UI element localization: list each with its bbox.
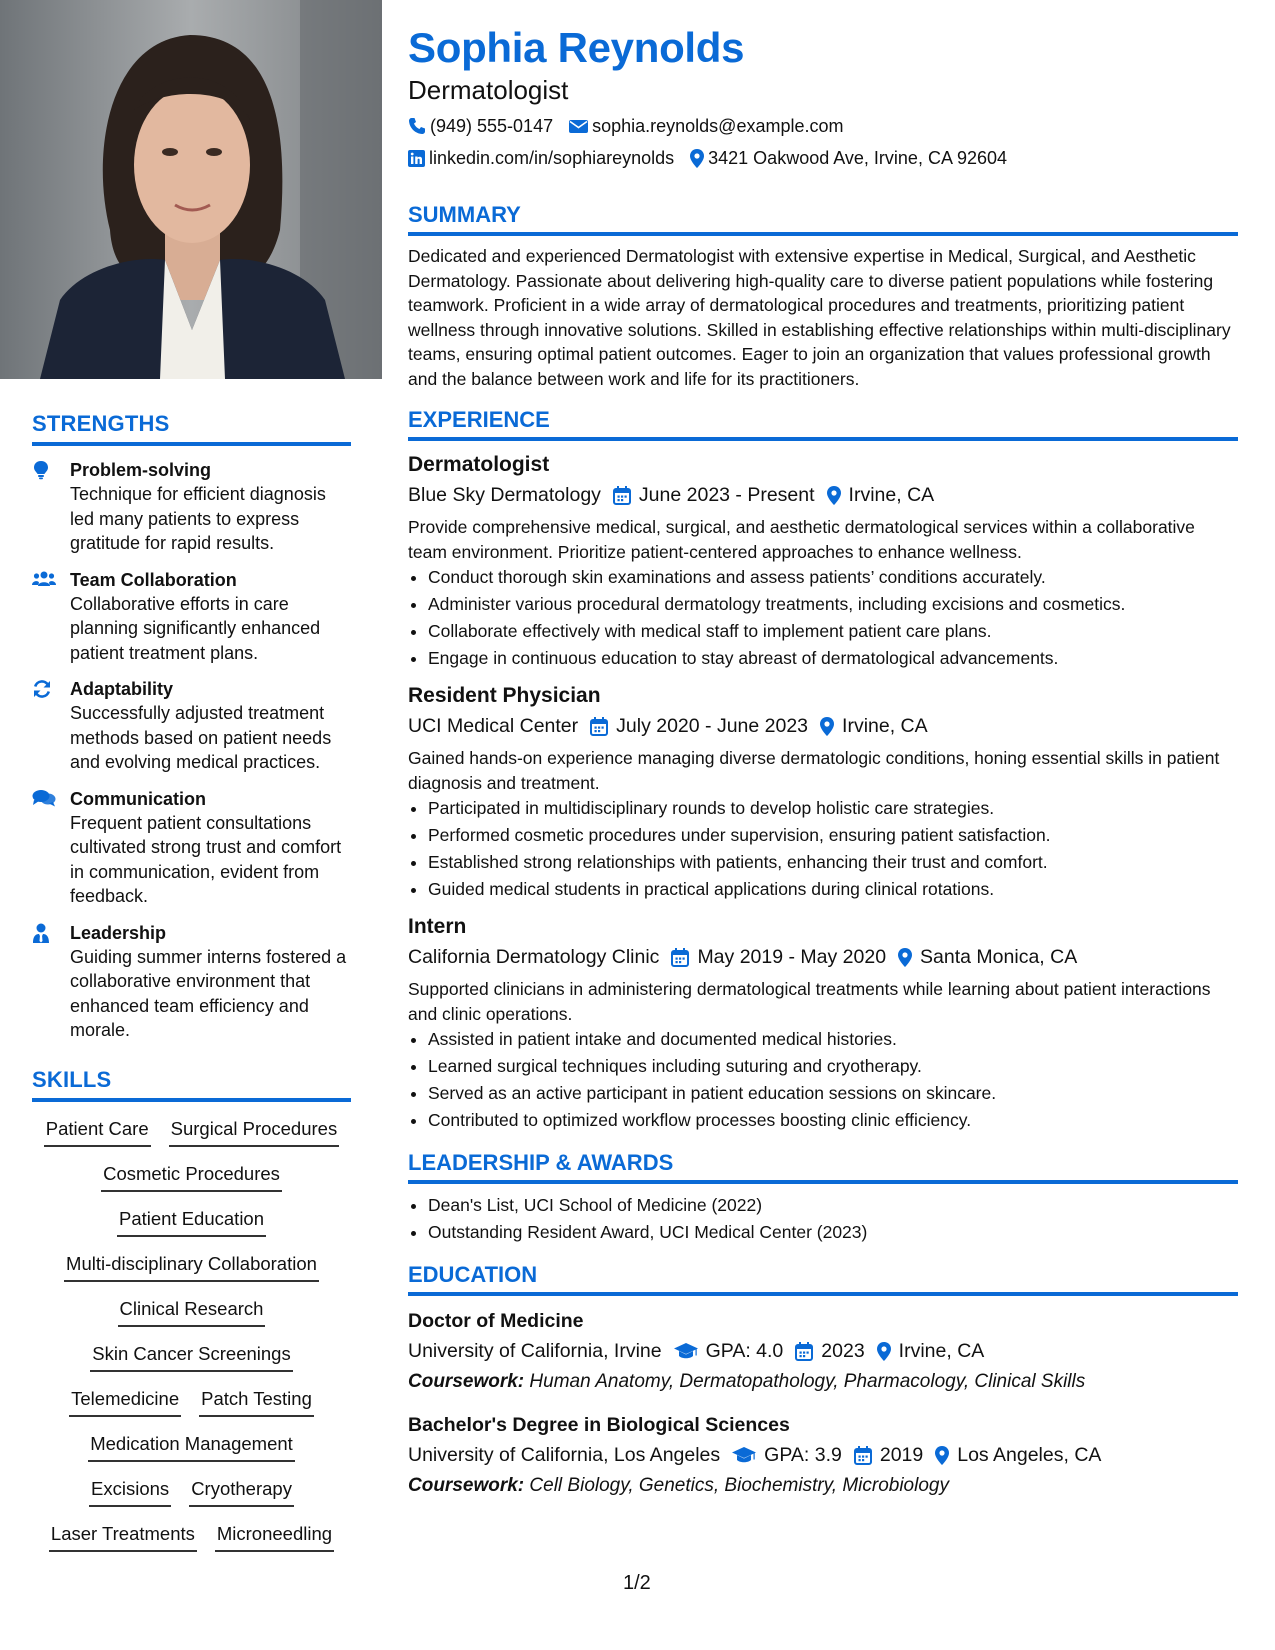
map-pin-icon: [877, 1342, 891, 1361]
address-contact: [690, 146, 1007, 170]
strength-desc: Successfully adjusted treatment methods based on patient needs and evolving medical practices.: [70, 703, 332, 772]
strengths-heading: STRENGTHS: [32, 411, 351, 446]
skill-tag: Cosmetic Procedures: [101, 1162, 282, 1192]
bullet-item: • Contributed to optimized workflow processes boosting clinic efficiency.: [428, 1107, 1238, 1134]
awards-list: [428, 1192, 1238, 1246]
strength-title: Adaptability: [70, 679, 174, 699]
degree-title: Doctor of Medicine: [408, 1310, 584, 1332]
skill-tag: Multi-disciplinary Collaboration: [64, 1252, 319, 1282]
skills-list: [32, 1110, 351, 1560]
strength-title: Leadership: [70, 922, 167, 943]
right-column: [408, 22, 1238, 1500]
email-contact[interactable]: [569, 114, 843, 138]
bullet-item: • Conduct thorough skin examinations and assess patients’ conditions accurately.: [428, 564, 1238, 591]
job-company: Blue Sky Dermatology: [408, 484, 601, 506]
job-bullets: [428, 795, 1238, 903]
skill-row: [32, 1200, 351, 1245]
job-title: Resident Physician: [408, 684, 601, 707]
candidate-title: Dermatologist: [408, 75, 569, 105]
bullet-item: • Learned surgical techniques including suturing and cryotherapy.: [428, 1053, 1238, 1080]
skill-row: [32, 1110, 351, 1155]
coursework: [408, 1368, 1238, 1396]
education-entry: [408, 1308, 1238, 1396]
bullet-item: • Guided medical students in practical applications during clinical rotations.: [428, 876, 1238, 903]
bullet-item: • Performed cosmetic procedures under supervision, ensuring patient satisfaction.: [428, 822, 1238, 849]
user-tie-icon: [32, 921, 70, 1043]
summary-text: Dedicated and experienced Dermatologist with extensive expertise in Medical, Surgical, and Aesthetic Dermatology. Passionate about delivering high-quality care to diverse patient populations while fostering teamwork. Proficient in a wide array of dermatological procedures and treatments, prioritizing patient wellness through innovative solutions. Skilled in establishing effective relationships within multi-disciplinary teams, ensuring optimal patient outcomes. Eager to join an organization that values professional growth and the balance between work and life for its practitioners.: [408, 246, 1231, 389]
strength-title: Team Collaboration: [70, 569, 237, 590]
skill-row: [32, 1515, 351, 1560]
lightbulb-icon: [32, 458, 70, 556]
job-entry: [408, 451, 1238, 672]
left-content: [32, 411, 351, 1560]
coursework-label: Coursework:: [408, 1475, 525, 1496]
calendar-icon: [590, 717, 608, 736]
skill-tag: Medication Management: [88, 1432, 295, 1462]
skill-tag: Excisions: [89, 1477, 171, 1507]
strength-desc: Guiding summer interns fostered a collaborative environment that enhanced team efficiency and morale.: [70, 946, 347, 1040]
left-column: [0, 0, 382, 1650]
strength-desc: Frequent patient consultations cultivated strong trust and comfort in communication, evident from feedback.: [70, 812, 342, 906]
skill-tag: Clinical Research: [118, 1297, 266, 1327]
skill-tag: Patient Care: [44, 1117, 151, 1147]
linkedin-text: linkedin.com/in/sophiareynolds: [429, 148, 675, 168]
job-company: UCI Medical Center: [408, 715, 579, 737]
page-number: 1/2: [623, 1572, 651, 1594]
grad-year: 2023: [821, 1340, 865, 1362]
job-description: Provide comprehensive medical, surgical, and aesthetic dermatological services within a collaborative team environment. Prioritize patient-centered approaches to enhance wellness.: [408, 517, 1195, 562]
job-description: Supported clinicians in administering dermatological treatments while learning about patient interactions and clinic operations.: [408, 979, 1211, 1024]
phone-contact[interactable]: [408, 114, 553, 138]
skills-heading: SKILLS: [32, 1067, 351, 1102]
skill-tag: Patient Education: [117, 1207, 266, 1237]
skill-tag: Surgical Procedures: [169, 1117, 340, 1147]
strength-title: Problem-solving: [70, 460, 212, 480]
skill-tag: Cryotherapy: [189, 1477, 294, 1507]
strength-desc: Technique for efficient diagnosis led many patients to express gratitude for rapid results.: [70, 484, 326, 553]
strength-desc: Collaborative efforts in care planning significantly enhanced patient treatment plans.: [70, 593, 321, 663]
job-entry: [408, 682, 1238, 903]
graduation-cap-icon: [674, 1343, 698, 1360]
school-name: University of California, Irvine: [408, 1340, 662, 1362]
grad-year: 2019: [879, 1444, 924, 1466]
bullet-item: • Engage in continuous education to stay abreast of dermatological advancements.: [428, 645, 1238, 672]
job-dates: July 2020 - June 2023: [616, 715, 809, 737]
comments-icon: [32, 787, 70, 909]
coursework-text: Human Anatomy, Dermatopathology, Pharmacology, Clinical Skills: [529, 1371, 1086, 1392]
map-pin-icon: [820, 717, 834, 736]
coursework-label: Coursework:: [408, 1371, 525, 1392]
map-pin-icon: [935, 1446, 949, 1465]
skill-tag: Microneedling: [215, 1522, 334, 1552]
strength-item: [32, 921, 351, 1043]
bullet-item: • Participated in multidisciplinary rounds to develop holistic care strategies.: [428, 795, 1238, 822]
experience-section: [408, 407, 1238, 1134]
strength-title: Communication: [70, 788, 207, 809]
job-title: Intern: [408, 915, 467, 938]
experience-heading: EXPERIENCE: [408, 407, 1238, 441]
bullet-item: • Established strong relationships with patients, enhancing their trust and comfort.: [428, 849, 1238, 876]
strength-item: [32, 568, 351, 666]
skill-row: [32, 1290, 351, 1335]
job-entry: [408, 913, 1238, 1134]
calendar-icon: [854, 1446, 872, 1465]
phone-text: (949) 555-0147: [430, 116, 554, 136]
skill-row: [32, 1470, 351, 1515]
job-bullets: [428, 564, 1238, 672]
coursework-text: Cell Biology, Genetics, Biochemistry, Microbiology: [529, 1475, 949, 1496]
job-description: Gained hands-on experience managing diverse dermatologic conditions, honing essential skills in patient diagnosis and treatment.: [408, 748, 1220, 793]
job-dates: May 2019 - May 2020: [697, 946, 887, 968]
education-section: [408, 1262, 1238, 1500]
school-location: Irvine, CA: [898, 1340, 985, 1362]
skill-row: [32, 1425, 351, 1470]
email-text: sophia.reynolds@example.com: [592, 116, 844, 136]
skill-row: [32, 1155, 351, 1200]
bullet-item: • Assisted in patient intake and documented medical histories.: [428, 1026, 1238, 1053]
awards-heading: LEADERSHIP & AWARDS: [408, 1150, 1238, 1184]
job-location: Irvine, CA: [842, 715, 928, 737]
calendar-icon: [671, 948, 689, 967]
job-meta: [408, 481, 1238, 509]
summary-section: [408, 202, 1238, 391]
calendar-icon: [613, 486, 631, 505]
job-bullets: [428, 1026, 1238, 1134]
skill-row: [32, 1380, 351, 1425]
skill-tag: Skin Cancer Screenings: [90, 1342, 292, 1372]
skill-tag: Patch Testing: [199, 1387, 314, 1417]
education-entry: [408, 1412, 1238, 1500]
map-pin-icon: [898, 948, 912, 967]
linkedin-icon: [408, 150, 425, 167]
education-meta: [408, 1441, 1238, 1469]
users-icon: [32, 568, 70, 666]
job-location: Santa Monica, CA: [920, 946, 1078, 968]
contact-row: [408, 146, 1238, 170]
profile-photo: [0, 0, 382, 379]
job-meta: [408, 943, 1238, 971]
coursework: [408, 1472, 1238, 1500]
candidate-name: Sophia Reynolds: [408, 24, 745, 71]
strength-item: [32, 458, 351, 556]
award-item: • Dean's List, UCI School of Medicine (2022): [428, 1192, 1238, 1219]
school-location: Los Angeles, CA: [957, 1444, 1102, 1466]
address-text: 3421 Oakwood Ave, Irvine, CA 92604: [708, 148, 1008, 168]
bullet-item: • Administer various procedural dermatology treatments, including excisions and cosmetics.: [428, 591, 1238, 618]
job-title: Dermatologist: [408, 453, 550, 476]
job-location: Irvine, CA: [848, 484, 935, 506]
skill-row: [32, 1245, 351, 1290]
skill-row: [32, 1335, 351, 1380]
linkedin-contact[interactable]: [408, 146, 674, 170]
gpa-text: GPA: 3.9: [764, 1444, 842, 1466]
bullet-item: • Served as an active participant in patient education sessions on skincare.: [428, 1080, 1238, 1107]
envelope-icon: [569, 119, 588, 134]
calendar-icon: [795, 1342, 813, 1361]
strength-item: [32, 677, 351, 775]
sync-icon: [32, 677, 70, 775]
phone-icon: [408, 117, 426, 135]
skill-tag: Telemedicine: [69, 1387, 181, 1417]
gpa-text: GPA: 4.0: [705, 1340, 784, 1362]
job-company: California Dermatology Clinic: [408, 946, 660, 968]
education-meta: [408, 1337, 1238, 1365]
skill-tag: Laser Treatments: [49, 1522, 197, 1552]
education-heading: EDUCATION: [408, 1262, 1238, 1296]
job-dates: June 2023 - Present: [638, 484, 815, 506]
contact-row: [408, 114, 1238, 138]
awards-section: [408, 1150, 1238, 1246]
bullet-item: • Collaborate effectively with medical staff to implement patient care plans.: [428, 618, 1238, 645]
map-pin-icon: [690, 149, 704, 168]
award-item: • Outstanding Resident Award, UCI Medical Center (2023): [428, 1219, 1238, 1246]
job-meta: [408, 712, 1238, 740]
map-pin-icon: [827, 486, 841, 505]
degree-title: Bachelor's Degree in Biological Sciences: [408, 1414, 790, 1436]
strength-item: [32, 787, 351, 909]
school-name: University of California, Los Angeles: [408, 1444, 721, 1466]
graduation-cap-icon: [732, 1447, 756, 1464]
summary-heading: SUMMARY: [408, 202, 1238, 236]
